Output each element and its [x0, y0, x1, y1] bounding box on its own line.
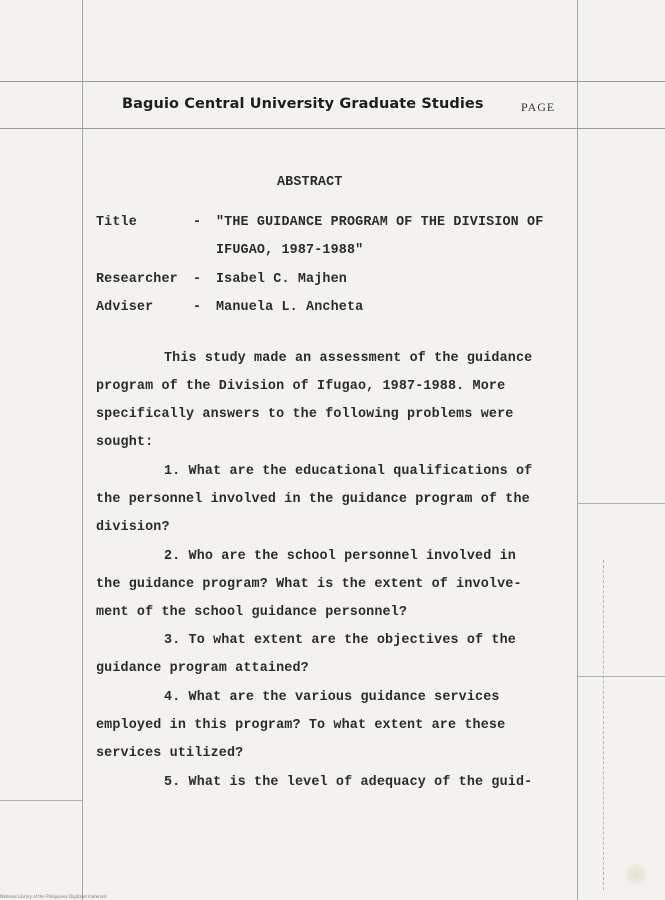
body-line: employed in this program? To what extent are these: [96, 718, 506, 733]
body-line: division?: [96, 520, 170, 535]
body-line: ment of the school guidance personnel?: [96, 605, 408, 620]
university-header: Baguio Central University Graduate Studies: [122, 96, 484, 112]
right-margin-mark-1: [577, 503, 665, 504]
header-rule: [0, 128, 665, 129]
title-label: Title: [96, 215, 137, 230]
abstract-heading: ABSTRACT: [277, 175, 343, 190]
body-line: the guidance program? What is the extent of involve-: [96, 577, 522, 592]
title-value-line1: "THE GUIDANCE PROGRAM OF THE DIVISION OF: [216, 215, 544, 230]
body-line: the personnel involved in the guidance program of the: [96, 492, 530, 507]
body-line: 5. What is the level of adequacy of the guid-: [164, 775, 533, 790]
body-line: 1. What are the educational qualifications of: [164, 464, 533, 479]
right-dashed-rule: [603, 560, 604, 890]
adviser-separator: -: [193, 300, 202, 315]
researcher-separator: -: [193, 272, 202, 287]
left-margin-mark: [0, 800, 82, 801]
page-label: PAGE: [521, 100, 556, 114]
body-line: guidance program attained?: [96, 661, 309, 676]
body-line: 2. Who are the school personnel involved in: [164, 549, 516, 564]
body-line: services utilized?: [96, 746, 244, 761]
body-line: 3. To what extent are the objectives of the: [164, 633, 516, 648]
scan-footer: National Library of the Philippines Digitized materials: [0, 894, 107, 899]
body-line: 4. What are the various guidance services: [164, 690, 500, 705]
right-margin-rule: [577, 0, 578, 900]
adviser-label: Adviser: [96, 300, 154, 315]
title-separator: -: [193, 215, 202, 230]
researcher-value: Isabel C. Majhen: [216, 272, 347, 287]
body-line: specifically answers to the following problems were: [96, 407, 514, 422]
adviser-value: Manuela L. Ancheta: [216, 300, 364, 315]
paper-stain: [625, 864, 647, 886]
top-rule: [0, 81, 665, 82]
title-value-line2: IFUGAO, 1987-1988": [216, 243, 364, 258]
researcher-label: Researcher: [96, 272, 178, 287]
body-line: program of the Division of Ifugao, 1987-1988. More: [96, 379, 506, 394]
body-line: sought:: [96, 435, 154, 450]
left-margin-rule: [82, 0, 83, 900]
right-margin-mark-2: [577, 676, 665, 677]
body-line: This study made an assessment of the guidance: [164, 351, 533, 366]
